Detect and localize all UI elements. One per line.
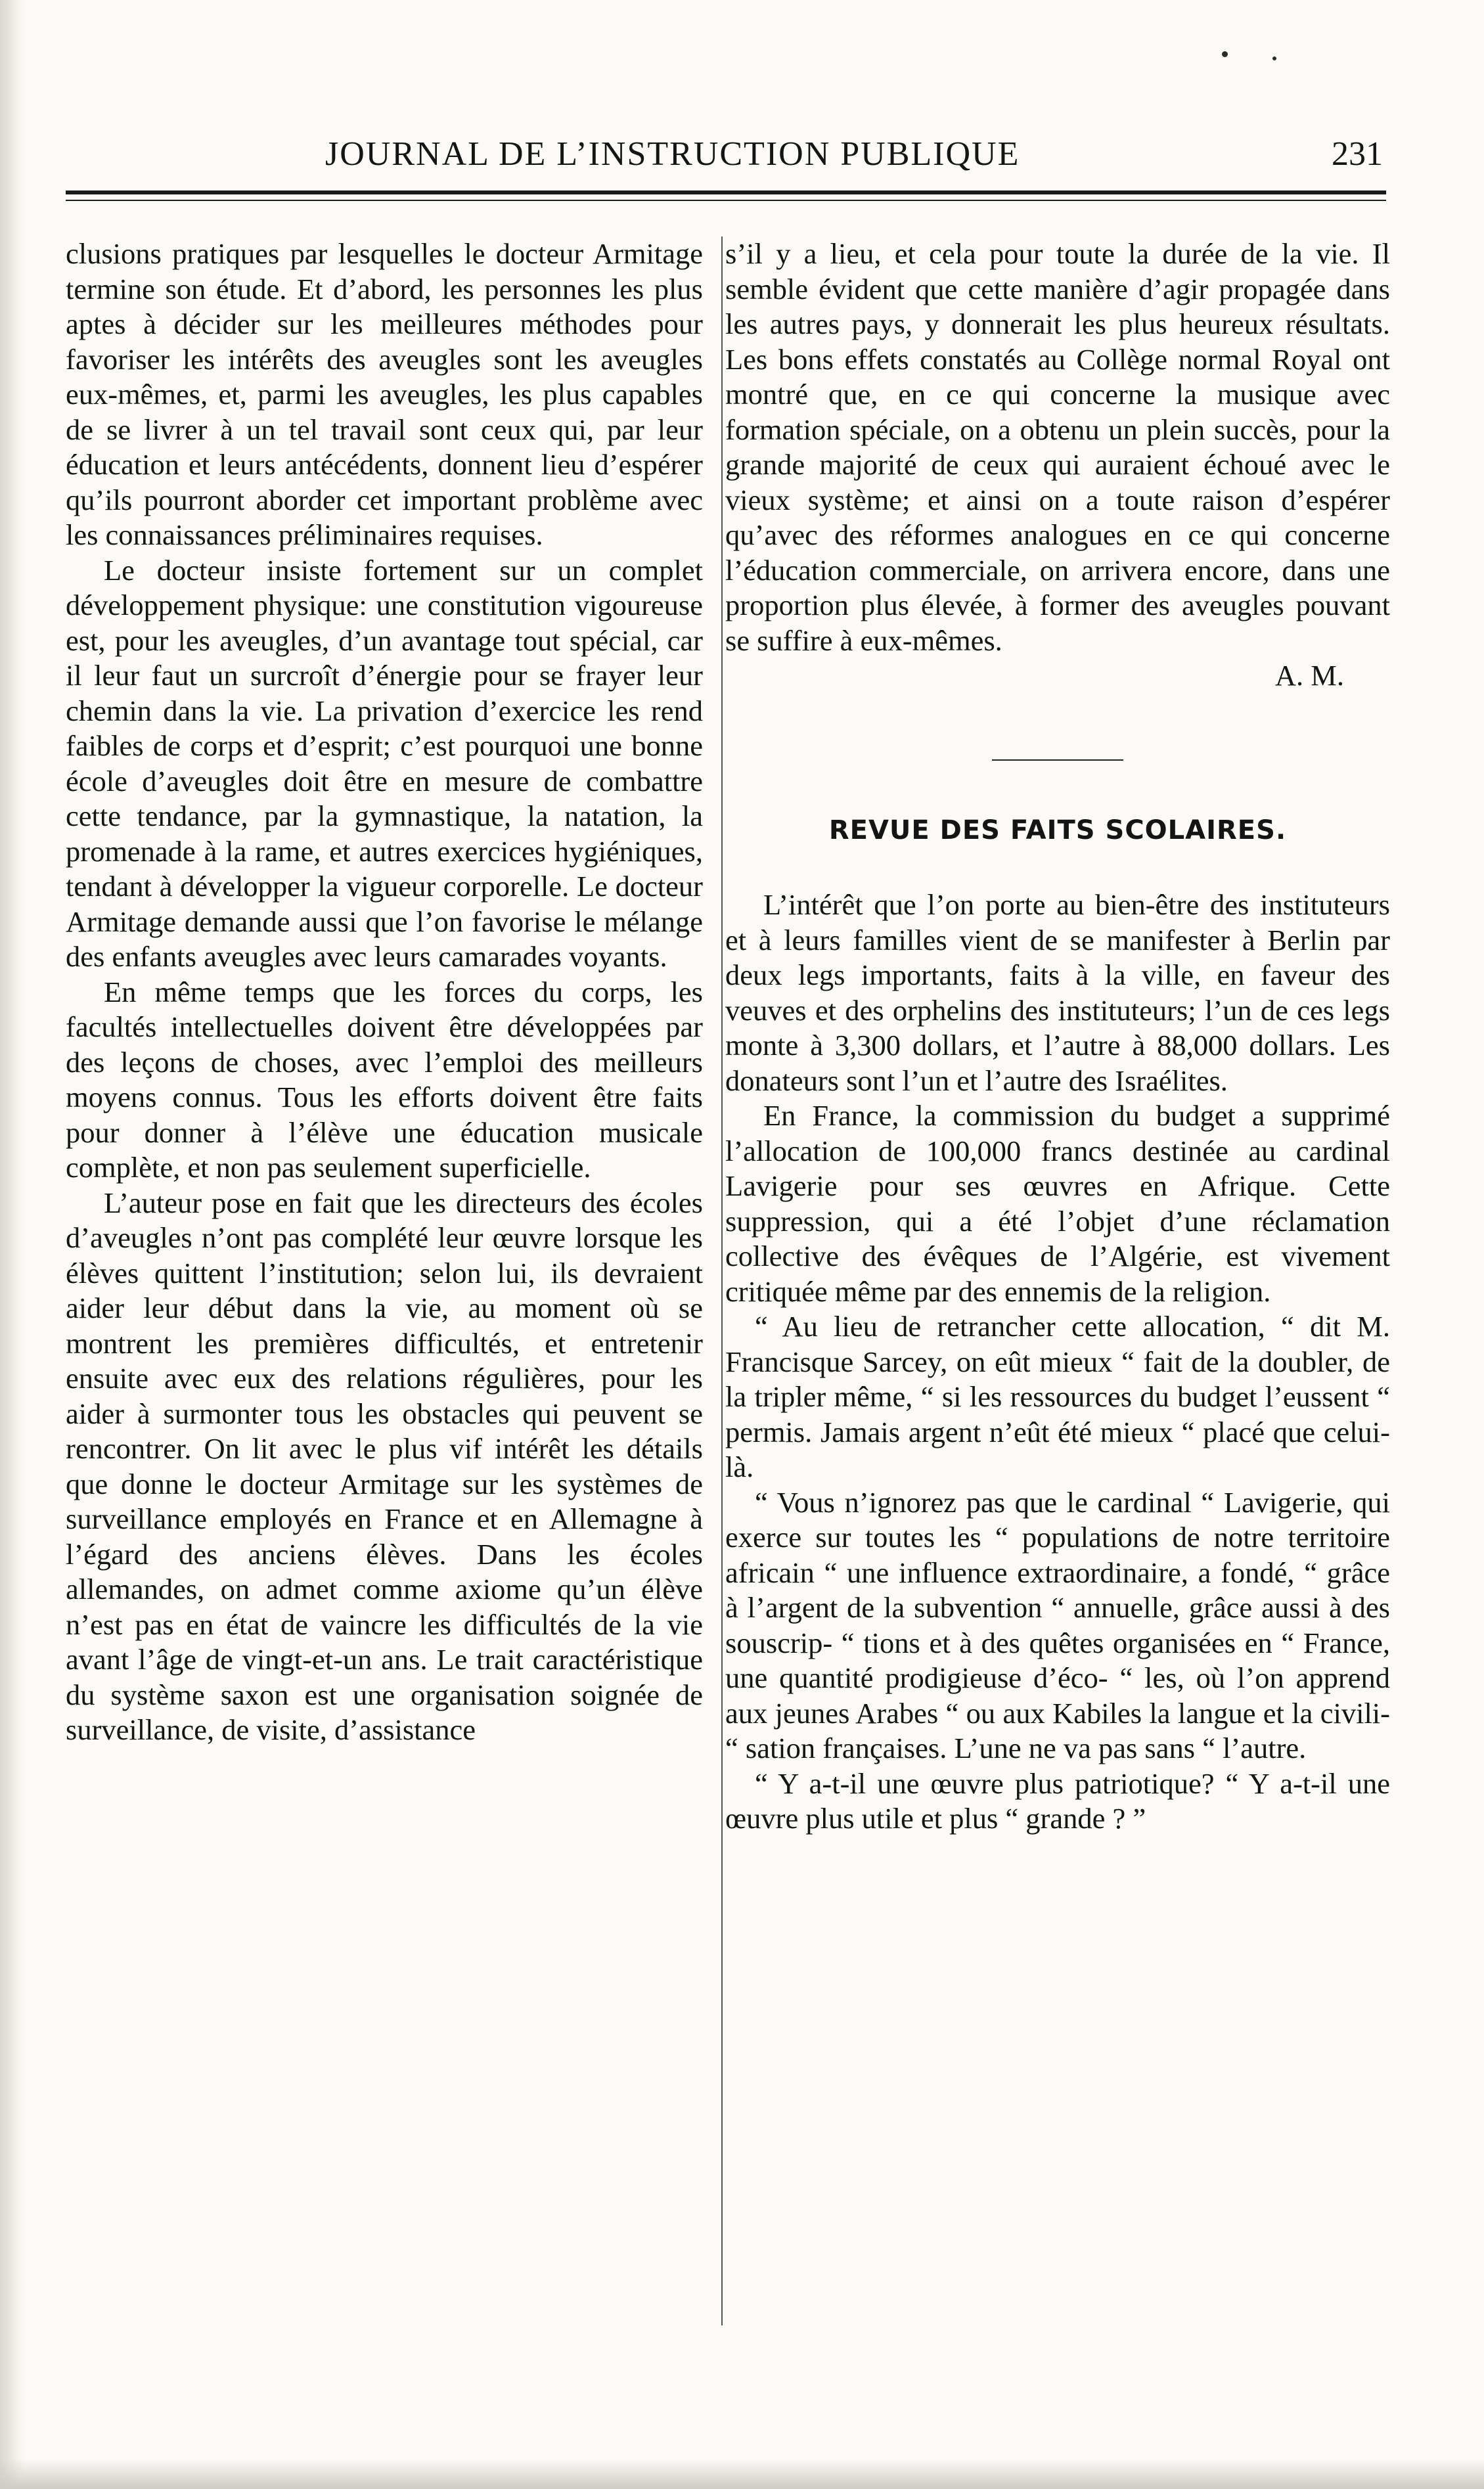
paragraph: L’intérêt que l’on porte au bien-être des instituteurs et à leurs familles vient de se manifester à Berlin par deux legs importants, faits à la ville, en faveur des veuves et des orphelins des instituteurs; l’un de ces legs monte à 3,300 dollars, et l’autre à 88,000 dollars. Les donateurs sont l’un et l’autre des Israélites. [725,888,1390,1097]
author-signature: A. M. [1274,659,1344,692]
page-header [62,128,1389,187]
header-rule-thin [66,200,1386,201]
section-separator [992,759,1123,761]
paragraph: s’il y a lieu, et cela pour toute la durée de la vie. Il semble évident que cette manière d’agir propagée dans les autres pays, y donnerait les plus heureux résultats. Les bons effets constatés au Collège normal Royal ont montré que, en ce qui concerne la musique avec formation spéciale, on a obtenu un plein succès, pour la grande majorité de ceux qui auraient échoué avec le vieux système; et ainsi on a toute raison d’espérer qu’avec des réformes analogues en ce qui concerne l’éducation commerciale, on arrivera encore, dans une proportion plus élevée, à former des aveugles pouvant se suffire à eux-mêmes. [725,237,1390,657]
quoted-paragraph: “ Y a-t-il une œuvre plus patriotique? “ Y a-t-il une œuvre plus utile et plus “ grande ? ” [725,1766,1390,1835]
ink-speck [1222,51,1228,57]
page-edge-shadow-bottom [0,2459,1484,2489]
left-column [66,236,703,1748]
ink-speck [1272,56,1276,60]
header-rule [66,191,1386,194]
running-title: JOURNAL DE L’INSTRUCTION PUBLIQUE [325,135,1020,173]
column-divider [721,236,723,2325]
paragraph: clusions pratiques par lesquelles le docteur Armitage termine son étude. Et d’abord, les personnes les plus aptes à décider sur les meilleures méthodes pour favoriser les intérêts des aveugles sont les aveugles eux-mêmes, et, parmi les aveugles, les plus capables de se livrer à un tel travail sont ceux qui, par leur éducation et leurs antécédents, donnent lieu d’espérer qu’ils pourront aborder cet important problème avec les connaissances préliminaires requises. [66,237,703,551]
page-number: 231 [1332,135,1383,173]
paragraph: Le docteur insiste fortement sur un complet développement physique: une constitution vigoureuse est, pour les aveugles, d’un avantage tout spécial, car il leur faut un surcroît d’énergie pour se frayer leur chemin dans la vie. La privation d’exercice les rend faibles de corps et d’esprit; c’est pourquoi une bonne école d’aveugles doit être en mesure de combattre cette tendance, par la gymnastique, la natation, la promenade à la rame, et autres exercices hygiéniques, tendant à développer la vigueur corporelle. Le docteur Armitage demande aussi que l’on favorise le mélange des enfants aveugles avec leurs camarades voyants. [66,553,703,973]
right-column [725,236,1390,1837]
quoted-paragraph: “ Vous n’ignorez pas que le cardinal “ Lavigerie, qui exerce sur toutes les “ populations de notre territoire africain “ une influence extraordinaire, a fondé, “ grâce à l’argent de la subvention “ annuelle, grâce aussi à des souscrip- “ tions et à des quêtes organisées en “ France, une quantité prodigieuse d’éco- “ les, où l’on apprend aux jeunes Arabes “ ou aux Kabiles la langue et la civili- “ sation françaises. L’une ne va pas sans “ l’autre. [725,1485,1390,1764]
section-title: REVUE DES FAITS SCOLAIRES. [828,815,1287,845]
paragraph: En France, la commission du budget a supprimé l’allocation de 100,000 francs destinée au cardinal Lavigerie pour ses œuvres en Afrique. Cette suppression, qui a été l’objet d’une réclamation collective des évêques de l’Algérie, est vivement critiquée même par des ennemis de la religion. [725,1099,1390,1308]
quoted-paragraph: “ Au lieu de retrancher cette allocation, “ dit M. Francisque Sarcey, on eût mieux “ fait de la doubler, de la tripler même, “ si les ressources du budget l’eussent “ permis. Jamais argent n’eût été mieux “ placé que celui-là. [725,1310,1390,1483]
paragraph: En même temps que les forces du corps, les facultés intellectuelles doivent être développées par des leçons de choses, avec l’emploi des meilleurs moyens connus. Tous les efforts doivent être faits pour donner à l’élève une éducation musicale complète, et non pas seulement superficielle. [66,975,703,1184]
page-edge-shadow-left [0,0,25,2489]
paragraph: L’auteur pose en fait que les directeurs des écoles d’aveugles n’ont pas complété leur œuvre lorsque les élèves quittent l’institution; selon lui, ils devraient aider leur début dans la vie, au moment où se montrent les premières difficultés, et entretenir ensuite avec eux des relations régulières, pour les aider à surmonter tous les obstacles qui peuvent se rencontrer. On lit avec le plus vif intérêt les détails que donne le docteur Armitage sur les systèmes de surveillance employés en France et en Allemagne à l’égard des anciens élèves. Dans les écoles allemandes, on admet comme axiome qu’un élève n’est pas en état de vaincre les difficultés de la vie avant l’âge de vingt-et-un ans. Le trait caractéristique du système saxon est une organisation soignée de surveillance, de visite, d’assistance [66,1186,703,1746]
